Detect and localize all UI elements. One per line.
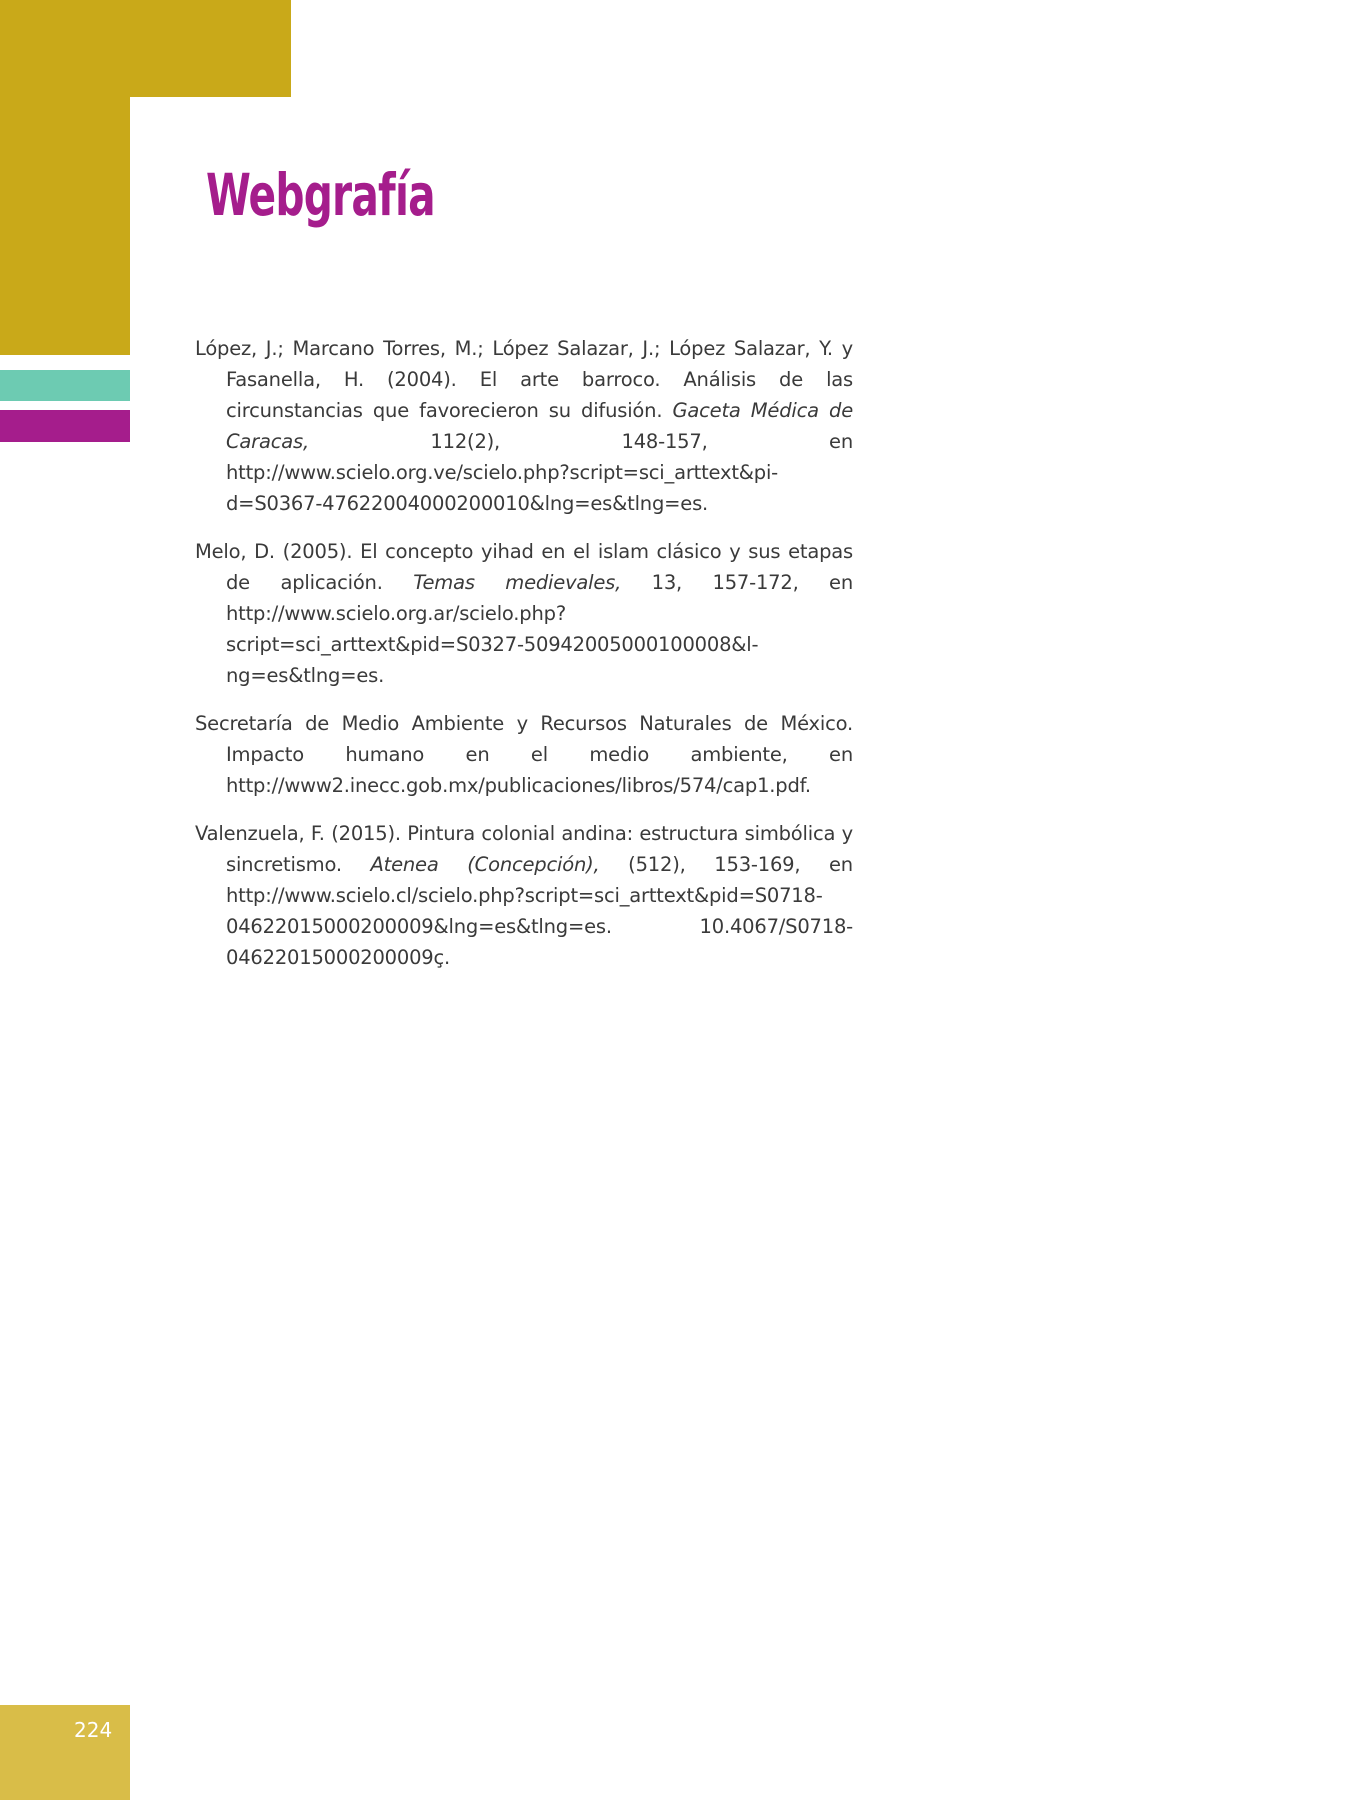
reference-text: Secretaría de Medio Ambiente y Recursos Naturales de México. Impacto humano en el medio ambiente, en http://www2.inecc.gob.mx/publicaciones/libros/574/cap1.pdf. [195, 712, 853, 797]
reference-text: López, J.; Marcano Torres, M.; López Salazar, J.; López Salazar, Y. y Fasanella, H. (2004). El arte barroco. Análisis de las circunstancias que favorecieron su difusión. [195, 337, 853, 422]
reference-text-tail: 112(2), 148-157, en http://www.scielo.org.ve/scielo.php?script=sci_arttext&pid=S0367-47622004000200010&lng=es&tlng=es. [226, 430, 853, 515]
reference-item [195, 708, 853, 801]
reference-source-title: Atenea (Concepción), [370, 853, 600, 876]
decorative-gold-block-left [0, 97, 130, 355]
page-number: 224 [74, 1718, 113, 1742]
reference-item [195, 536, 853, 691]
reference-source-title: Gaceta Médica de Caracas, [226, 399, 853, 453]
decorative-magenta-stripe [0, 410, 130, 442]
decorative-teal-stripe [0, 370, 130, 401]
reference-source-title: Temas medievales, [413, 571, 622, 594]
page-title: Webgrafía [206, 161, 435, 229]
reference-item [195, 818, 853, 973]
reference-list [195, 333, 853, 990]
reference-text: Melo, D. (2005). El concepto yihad en el islam clásico y sus etapas de aplicación. [195, 540, 853, 594]
reference-text: Valenzuela, F. (2015). Pintura colonial andina: estructura simbólica y sincretismo. [195, 822, 853, 876]
reference-item [195, 333, 853, 519]
reference-text-tail: 13, 157-172, en http://www.scielo.org.ar/scielo.php?script=sci_arttext&pid=S0327-50942005000100008&lng=es&tlng=es. [226, 571, 854, 687]
decorative-gold-block-top [0, 0, 291, 97]
reference-text-tail: (512), 153-169, en http://www.scielo.cl/scielo.php?script=sci_arttext&pid=S0718-04622015000200009&lng=es&tlng=es. 10.4067/S0718-04622015000200009ç. [226, 853, 853, 969]
